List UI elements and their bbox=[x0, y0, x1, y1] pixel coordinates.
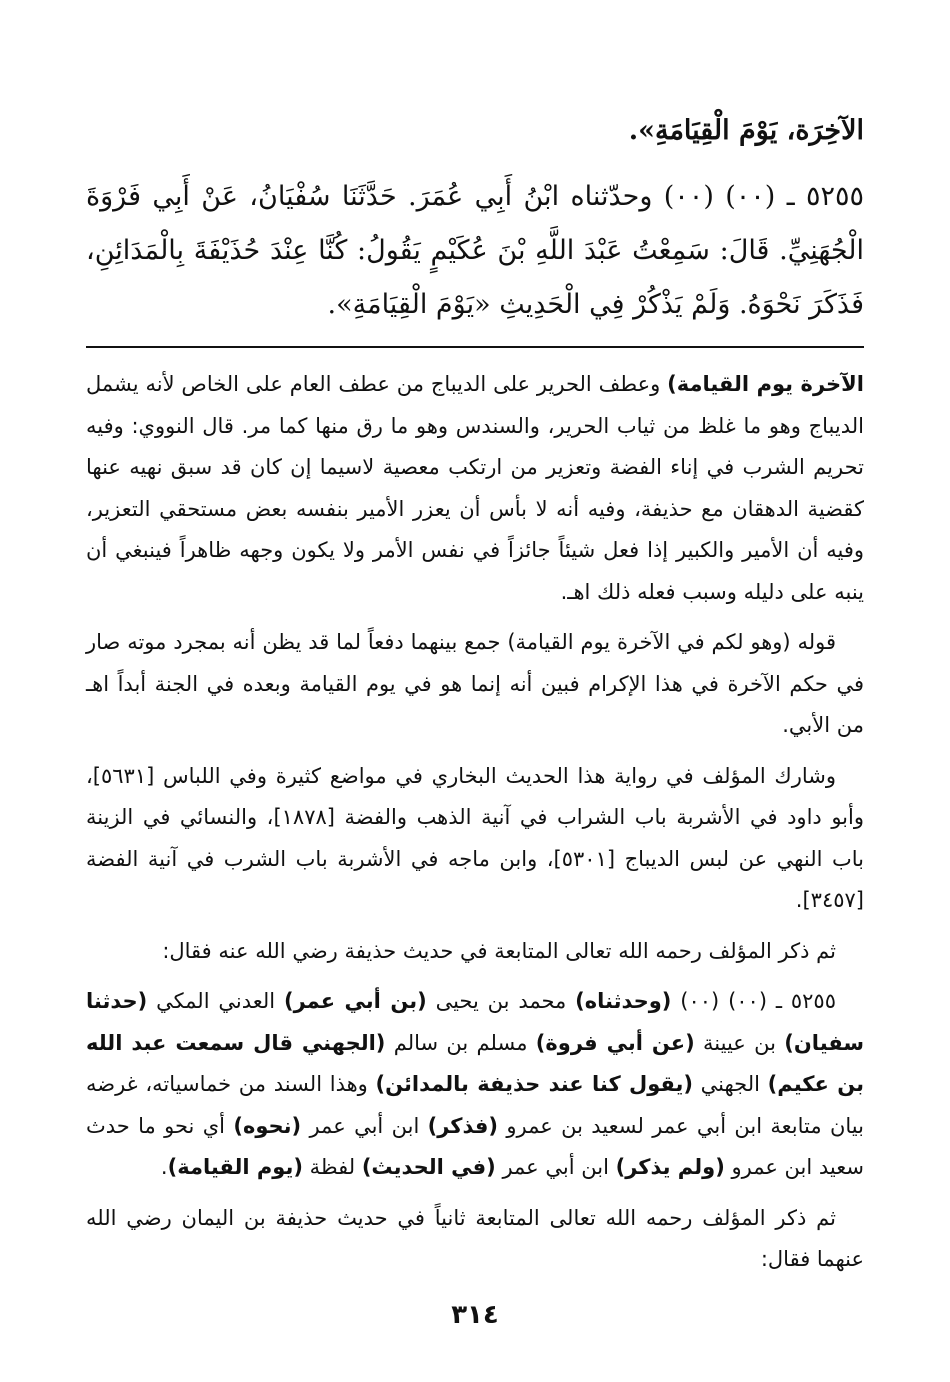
commentary-paragraph-5 bbox=[86, 981, 864, 1189]
commentary-bold-phrase: (حدثنا سفيان) bbox=[86, 989, 865, 1055]
commentary-text: وعطف الحرير على الديباج من عطف العام على الخاص لأنه يشمل الديباج وهو ما غلظ من ثياب الحرير، والسندس وهو ما رق منها كما مر. قال النووي: وفيه تحريم الشرب في إناء الفضة وتعزير من ارتكب معصية لاسيما إن كان قد سبق نهيه عنها كقضية الدهقان مع حذيفة، وفيه أنه لا بأس أن يعزر الأمير بنفسه بعض مستحقي التعزير، وفيه أن الأمير والكبير إذا فعل شيئاً جائزاً في نفس الأمر ولا يكون وجهه ظاهراً فينبغي أن ينبه على دليله وسبب فعله ذلك اهـ. bbox=[86, 372, 864, 604]
commentary-bold-phrase: الآخرة يوم القيامة) bbox=[667, 372, 864, 396]
commentary-text: بن عيينة bbox=[694, 1030, 785, 1055]
commentary-text: وهذا السند من خماسياته، غرضه بيان متابعة ابن أبي عمر لسعيد بن عمرو bbox=[86, 1072, 864, 1138]
commentary-bold-phrase: (فذكر) bbox=[427, 1113, 498, 1138]
hadith-entry: ٥٢٥٥ ـ (٠٠) (٠٠) وحدّثناه ابْنُ أَبِي عُمَرَ. حَدَّثَنَا سُفْيَانُ، عَنْ أَبِي فَرْوَةَ الْجُهَنِيِّ. قَالَ: سَمِعْتُ عَبْدَ اللَّهِ بْنَ عُكَيْمٍ يَقُولُ: كُنَّا عِنْدَ حُذَيْفَةَ بِالْمَدَائِنِ، فَذَكَرَ نَحْوَهُ. وَلَمْ يَذْكُرْ فِي الْحَدِيثِ «يَوْمَ الْقِيَامَةِ». bbox=[86, 181, 864, 320]
commentary-bold-phrase: (وحدثناه) bbox=[575, 989, 672, 1013]
commentary-paragraph-4: ثم ذكر المؤلف رحمه الله تعالى المتابعة في حديث حذيفة رضي الله عنه فقال: bbox=[162, 938, 836, 963]
commentary-text: ٥٢٥٥ ـ (٠٠) (٠٠) bbox=[671, 989, 836, 1013]
page-body bbox=[86, 104, 864, 1290]
commentary-bold-phrase: (يوم القيامة) bbox=[167, 1155, 303, 1179]
commentary-bold-phrase: (يقول كنا عند حذيفة بالمدائن) bbox=[375, 1072, 693, 1096]
commentary-text: . bbox=[160, 1155, 168, 1179]
hadith-continuation-text: الآخِرَة، يَوْمَ الْقِيَامَةِ». bbox=[628, 115, 864, 146]
commentary-bold-phrase: (في الحديث) bbox=[361, 1155, 496, 1179]
commentary-bold-phrase: (ولم يذكر) bbox=[615, 1155, 725, 1179]
commentary-text: الجهني bbox=[692, 1072, 768, 1096]
commentary-bold-phrase: (نحوه) bbox=[233, 1113, 302, 1138]
commentary-text: لفظة bbox=[302, 1155, 362, 1179]
commentary-text: محمد بن يحيى bbox=[426, 989, 576, 1013]
commentary-paragraph-6: ثم ذكر المؤلف رحمه الله تعالى المتابعة ثانياً في حديث حذيفة بن اليمان رضي الله عنهما فقال: bbox=[86, 1205, 864, 1271]
commentary-bold-phrase: (بن أبي عمر) bbox=[283, 989, 427, 1013]
commentary-bold-phrase: (عن أبي فروة) bbox=[535, 1030, 695, 1055]
commentary-text: ابن أبي عمر bbox=[495, 1155, 616, 1179]
commentary-paragraph-3: وشارك المؤلف في رواية هذا الحديث البخاري في مواضع كثيرة وفي اللباس [٥٦٣١]، وأبو داود في الأشربة باب الشراب في آنية الذهب والفضة [١٨٧٨]، والنسائي في الزينة باب النهي عن لبس الديباج [٥٣٠١]، وابن ماجه في الأشربة باب الشرب في آنية الفضة [٣٤٥٧]. bbox=[86, 763, 864, 912]
footnote-divider bbox=[86, 346, 864, 348]
commentary-text: ابن أبي عمر bbox=[301, 1113, 428, 1138]
commentary-text: أي نحو ما حدث سعيد ابن عمرو bbox=[86, 1113, 864, 1179]
commentary-text: العدني المكي bbox=[147, 989, 284, 1013]
commentary-paragraph-2: قوله (وهو لكم في الآخرة يوم القيامة) جمع بينهما دفعاً لما قد يظن أنه بمجرد موته صار في حكم الآخرة في هذا الإكرام فبين أنه إنما هو في يوم القيامة وبعده في الجنة أبداً اهـ من الأبي. bbox=[86, 630, 864, 737]
hadith-continuation bbox=[86, 104, 864, 158]
commentary-text: مسلم بن سالم bbox=[385, 1030, 536, 1055]
commentary-bold-phrase: (الجهني قال سمعت عبد الله بن عكيم) bbox=[86, 1030, 864, 1096]
page-number: ٣١٤ bbox=[451, 1300, 499, 1330]
commentary-paragraph-1 bbox=[86, 364, 864, 613]
